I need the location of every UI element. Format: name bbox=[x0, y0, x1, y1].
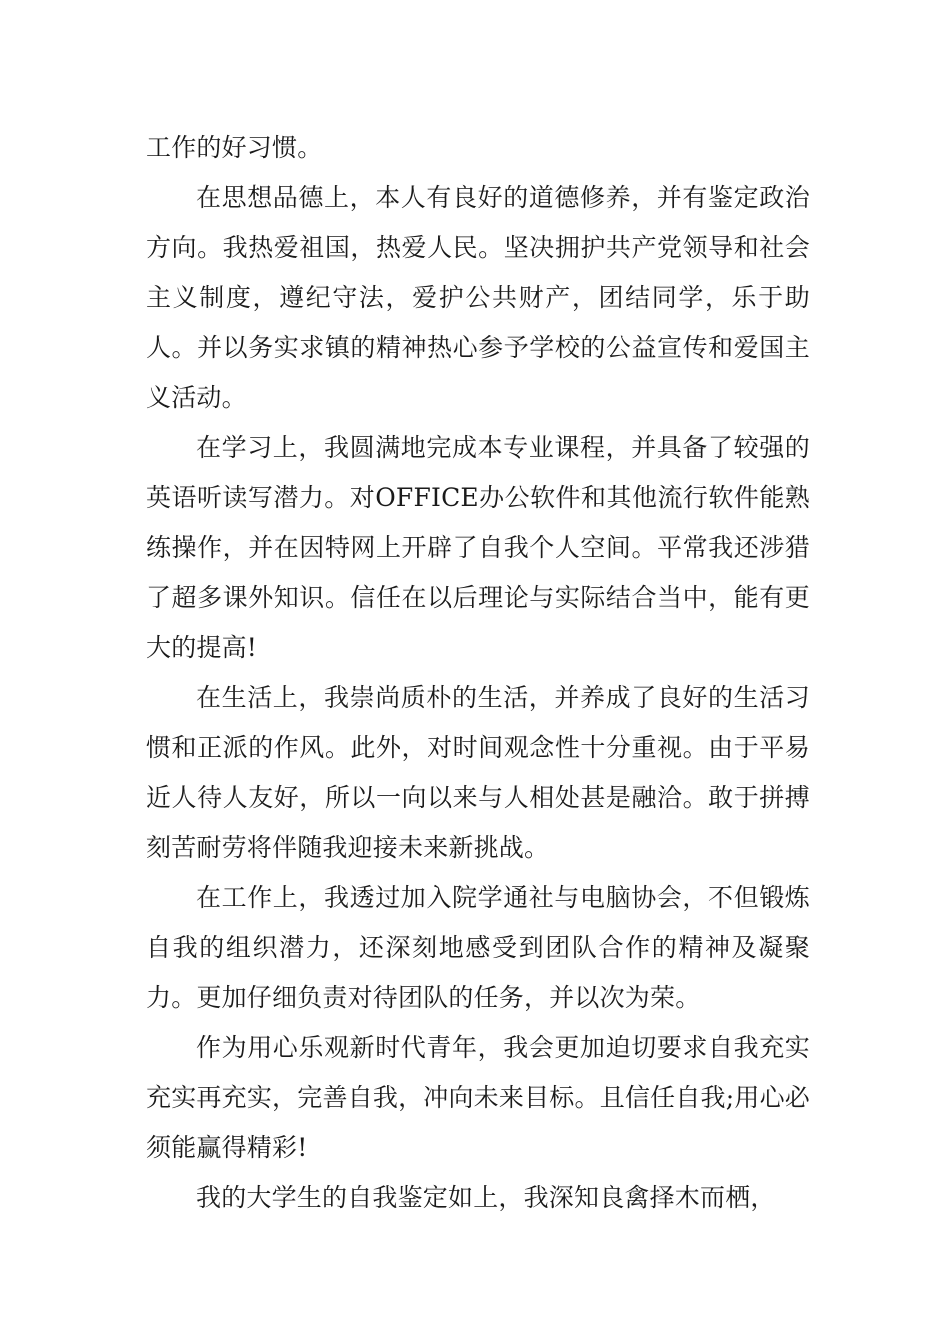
paragraph-youth: 作为用心乐观新时代青年，我会更加迫切要求自我充实充实再充实，完善自我，冲向未来目标。且信任自我;用心必须能赢得精彩! bbox=[146, 1033, 810, 1162]
paragraph-moral-character: 在思想品德上，本人有良好的道德修养，并有鉴定政治方向。我热爱祖国，热爱人民。坚决拥护共产党领导和社会主义制度，遵纪守法，爱护公共财产，团结同学，乐于助人。并以务实求镇的精神热心参予学校的公益宣传和爱国主义活动。 bbox=[146, 183, 810, 412]
paragraph-study: 在学习上，我圆满地完成本专业课程，并具备了较强的英语听读写潜力。对OFFICE办公软件和其他流行软件能熟练操作，并在因特网上开辟了自我个人空间。平常我还涉猎了超多课外知识。信任在以后理论与实际结合当中，能有更大的提高! bbox=[146, 433, 810, 662]
paragraph-conclusion: 我的大学生的自我鉴定如上，我深知良禽择木而栖， bbox=[196, 1183, 776, 1212]
paragraph-continuation: 工作的好习惯。 bbox=[146, 133, 323, 162]
paragraph-work: 在工作上，我透过加入院学通社与电脑协会，不但锻炼自我的组织潜力，还深刻地感受到团队合作的精神及凝聚力。更加仔细负责对待团队的任务，并以次为荣。 bbox=[146, 883, 810, 1012]
document-body bbox=[146, 123, 810, 1223]
paragraph-life: 在生活上，我崇尚质朴的生活，并养成了良好的生活习惯和正派的作风。此外，对时间观念性十分重视。由于平易近人待人友好，所以一向以来与人相处甚是融洽。敢于拼搏刻苦耐劳将伴随我迎接未来新挑战。 bbox=[146, 683, 810, 862]
